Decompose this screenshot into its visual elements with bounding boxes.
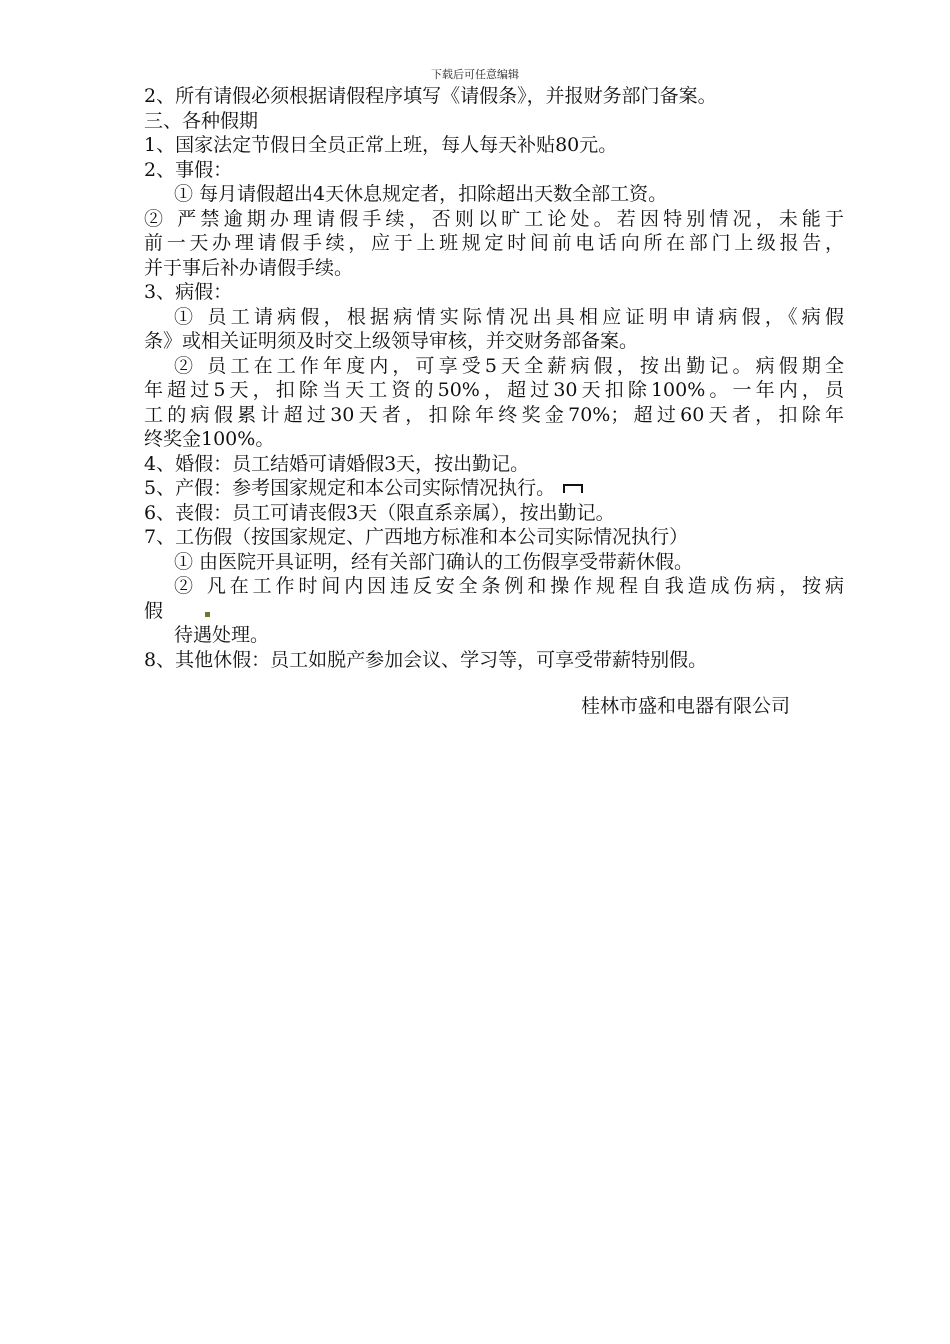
paragraph-line: 6、丧假：员工可请丧假3天（限直系亲属），按出勤记。 [144, 501, 615, 524]
paragraph-line: ① 员工请病假，根据病情实际情况出具相应证明申请病假，《病假 [174, 305, 844, 328]
paragraph-line: ① 每月请假超出4天休息规定者，扣除超出天数全部工资。 [174, 183, 668, 205]
paragraph-line: ② 员工在工作年度内，可享受5天全薪病假，按出勤记。病假期全 [174, 354, 844, 377]
page-header: 下载后可任意编辑 [431, 68, 519, 81]
paragraph-line: 1、国家法定节假日全员正常上班，每人每天补贴80元。 [144, 134, 618, 156]
document-body [144, 84, 844, 719]
paragraph-line-with-mark [144, 476, 844, 501]
paragraph-line: 年超过5天，扣除当天工资的50%，超过30天扣除100%。一年内，员 [144, 379, 844, 401]
company-signature: 桂林市盛和电器有限公司 [580, 695, 790, 717]
anchor-mark-icon [205, 612, 210, 617]
bracket-mark-icon [563, 484, 583, 493]
subsection-heading: 2、事假： [144, 158, 233, 181]
spacer [144, 672, 844, 694]
paragraph-line: 前一天办理请假手续，应于上班规定时间前电话向所在部门上级报告， [144, 232, 844, 254]
paragraph-line: ① 由医院开具证明，经有关部门确认的工伤假享受带薪休假。 [174, 550, 694, 573]
paragraph-line: 终奖金100%。 [144, 428, 275, 450]
section-heading: 三、各种假期 [144, 109, 259, 132]
paragraph-line: 条》或相关证明须及时交上级领导审核，并交财务部备案。 [144, 330, 639, 352]
paragraph-line: 待遇处理。 [174, 624, 270, 646]
paragraph-line: ② 凡在工作时间内因违反安全条例和操作规程自我造成伤病，按病 [174, 575, 844, 597]
paragraph-line-with-mark [144, 599, 844, 624]
subsection-heading: 3、病假： [144, 281, 233, 303]
paragraph-text: 5、产假：参考国家规定和本公司实际情况执行。 [144, 477, 556, 499]
paragraph-line: 4、婚假：员工结婚可请婚假3天，按出勤记。 [144, 452, 530, 475]
paragraph-line: 并于事后补办请假手续。 [144, 256, 354, 279]
paragraph-line: 工的病假累计超过30天者，扣除年终奖金70%；超过60天者，扣除年 [144, 403, 844, 426]
paragraph-line: ② 严禁逾期办理请假手续，否则以旷工论处。若因特别情况，未能于 [144, 207, 844, 230]
paragraph-line: 8、其他休假：员工如脱产参加会议、学习等，可享受带薪特别假。 [144, 648, 708, 671]
subsection-heading: 7、工伤假（按国家规定、广西地方标准和本公司实际情况执行） [144, 526, 689, 548]
paragraph-line: 2、所有请假必须根据请假程序填写《请假条》，并报财务部门备案。 [144, 85, 717, 107]
paragraph-text: 假 [144, 599, 164, 622]
